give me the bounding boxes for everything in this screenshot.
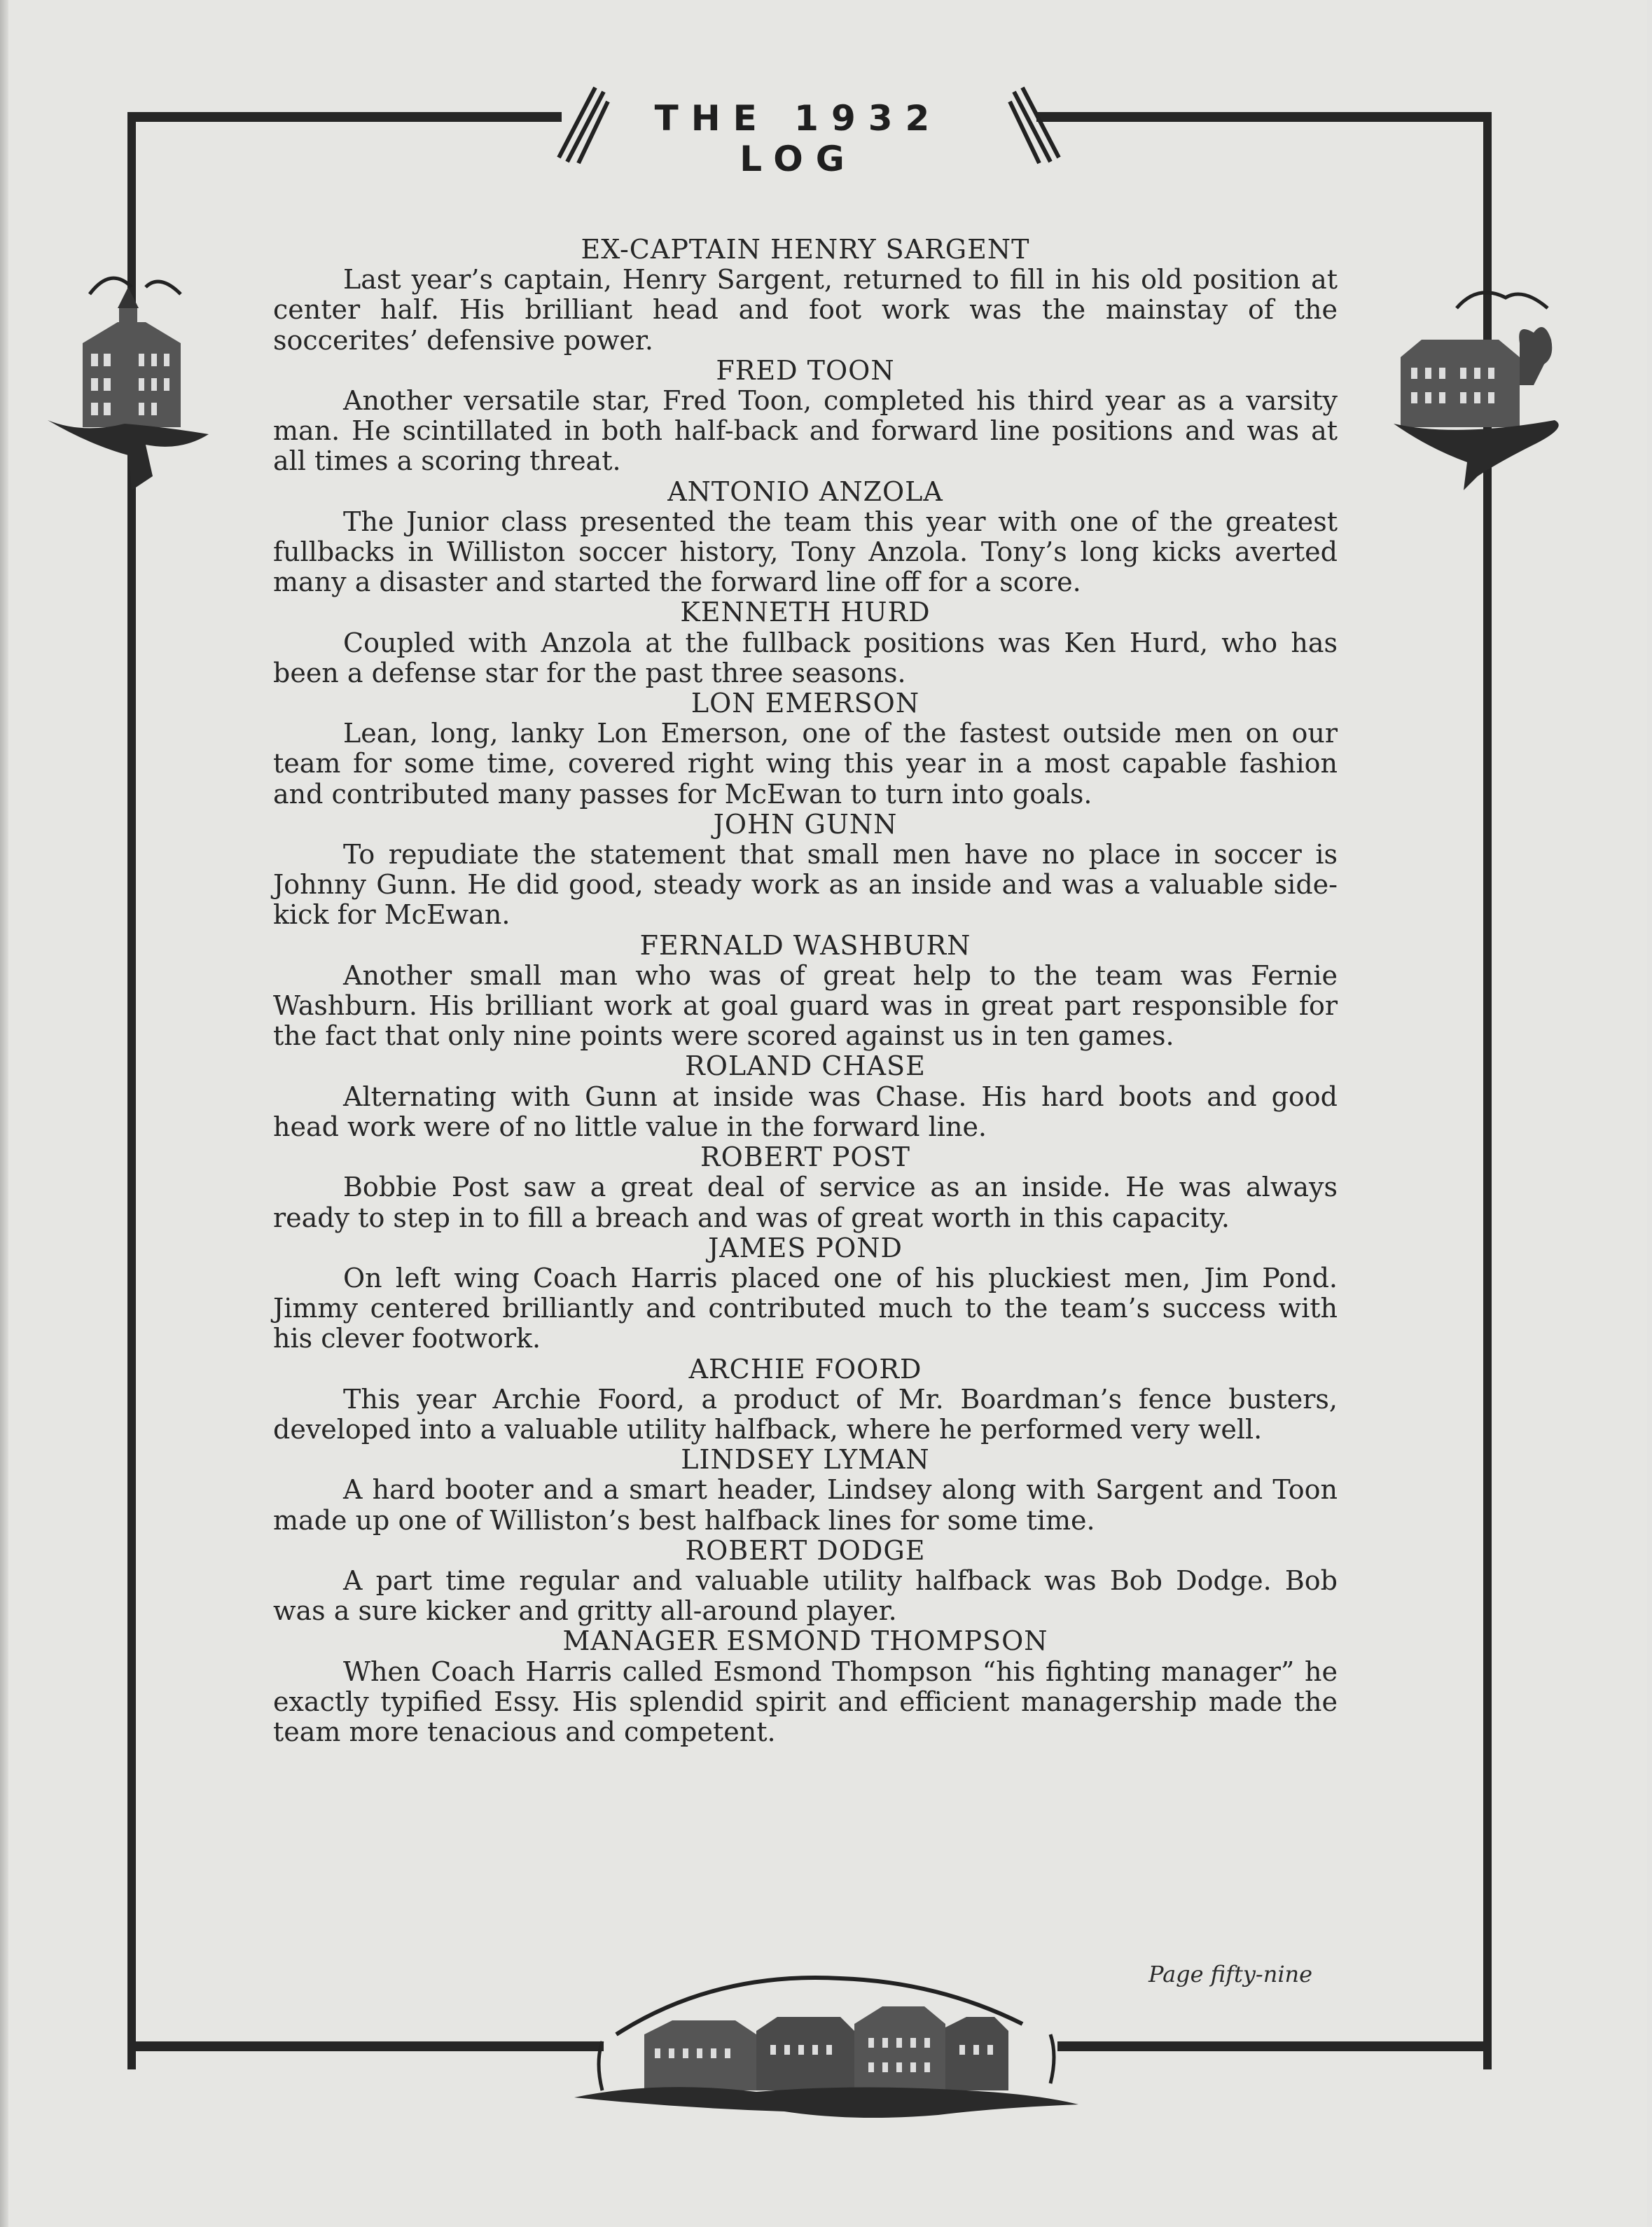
- bio-text: Bobbie Post saw a great deal of service as an inside. He was always ready to step in to fill a breach and was of great worth in this capacity.: [273, 1172, 1338, 1233]
- header-title: THE 1932 LOG: [654, 98, 943, 179]
- bio-text: Another versatile star, Fred Toon, completed his third year as a varsity man. He scintillated in both half-back and forward line positions and was at all times a scoring threat.: [273, 385, 1338, 477]
- right-building-illustration: [1394, 280, 1583, 490]
- page-number-label: Page fifty-nine: [1148, 1961, 1313, 1987]
- bio-text: Lean, long, lanky Lon Emerson, one of the fastest outside men on our team for some time, covered right wing this year in a most capable fashion and contributed many passes for McEwan to turn into goals.: [273, 718, 1338, 810]
- bio-heading: ROBERT POST: [700, 1142, 910, 1173]
- bio-entry: [273, 1626, 1338, 1747]
- header-right-slash-ornament: [1008, 88, 1064, 165]
- bio-text: Alternating with Gunn at inside was Chase. His hard boots and good head work were of no little value in the forward line.: [273, 1081, 1338, 1142]
- bio-heading: ARCHIE FOORD: [688, 1353, 922, 1385]
- bio-entry: [273, 1051, 1338, 1142]
- bio-heading: ANTONIO ANZOLA: [667, 476, 943, 507]
- bio-text: Last year’s captain, Henry Sargent, returned to fill in his old position at center half. His brilliant head and foot work was the mainstay of the soccerites’ defensive power.: [273, 264, 1338, 356]
- bio-text: The Junior class presented the team this year with one of the greatest fullbacks in Williston soccer history, Tony Anzola. Tony’s long kicks averted many a disaster and started the forward line off for a score.: [273, 506, 1338, 598]
- page-spine-shadow: [0, 0, 8, 2227]
- bio-entry: [273, 688, 1338, 810]
- bio-heading: FERNALD WASHBURN: [639, 929, 971, 961]
- bio-entry: [273, 477, 1338, 598]
- bio-heading: LINDSEY LYMAN: [681, 1444, 930, 1476]
- article-body: [273, 235, 1338, 1747]
- bio-text: A hard booter and a smart header, Lindsey along with Sargent and Toon made up one of Williston’s best halfback lines for some time.: [273, 1474, 1338, 1536]
- bio-text: This year Archie Foord, a product of Mr. Boardman’s fence busters, developed into a valuable utility halfback, where he performed very well.: [273, 1383, 1338, 1445]
- frame-bottom-left-rule: [127, 2041, 604, 2051]
- bio-entry: [273, 1354, 1338, 1445]
- frame-top-left-rule: [127, 112, 562, 122]
- bio-entry: [273, 235, 1338, 356]
- left-building-illustration: [41, 266, 216, 490]
- bio-entry: [273, 1233, 1338, 1354]
- bio-entry: [273, 1536, 1338, 1627]
- bio-heading: MANAGER ESMOND THOMPSON: [562, 1625, 1048, 1657]
- bottom-building-illustration: [574, 1957, 1078, 2125]
- bio-heading: ROBERT DODGE: [685, 1534, 926, 1566]
- frame-top-right-rule: [1036, 112, 1492, 122]
- bio-heading: JOHN GUNN: [713, 808, 898, 840]
- bio-heading: FRED TOON: [716, 354, 895, 386]
- bio-entry: [273, 1142, 1338, 1233]
- bio-text: Coupled with Anzola at the fullback positions was Ken Hurd, who has been a defense star for the past three seasons.: [273, 627, 1338, 688]
- bio-text: On left wing Coach Harris placed one of his pluckiest men, Jim Pond. Jimmy centered brilliantly and contributed much to the team’s success with his clever footwork.: [273, 1262, 1338, 1354]
- bio-heading: KENNETH HURD: [680, 597, 931, 628]
- bio-heading: JAMES POND: [708, 1232, 903, 1263]
- bio-text: When Coach Harris called Esmond Thompson “his fighting manager” he exactly typified Essy. His splendid spirit and efficient managership made the team more tenacious and competent.: [273, 1656, 1338, 1747]
- bio-entry: [273, 810, 1338, 931]
- bio-heading: LON EMERSON: [690, 688, 920, 719]
- bio-text: A part time regular and valuable utility halfback was Bob Dodge. Bob was a sure kicker and gritty all-around player.: [273, 1565, 1338, 1627]
- bio-entry: [273, 356, 1338, 477]
- bio-entry: [273, 597, 1338, 688]
- bio-text: Another small man who was of great help to the team was Fernie Washburn. His brilliant work at goal guard was in great part responsible for the fact that only nine points were scored against us in ten games.: [273, 959, 1338, 1052]
- bio-heading: EX-CAPTAIN HENRY SARGENT: [581, 234, 1030, 265]
- frame-bottom-right-rule: [1057, 2041, 1492, 2051]
- bio-entry: [273, 1445, 1338, 1536]
- bio-text: To repudiate the statement that small men have no place in soccer is Johnny Gunn. He did good, steady work as an inside and was a valuable side-kick for McEwan.: [273, 839, 1338, 931]
- bio-heading: ROLAND CHASE: [685, 1050, 926, 1082]
- bio-entry: [273, 931, 1338, 1052]
